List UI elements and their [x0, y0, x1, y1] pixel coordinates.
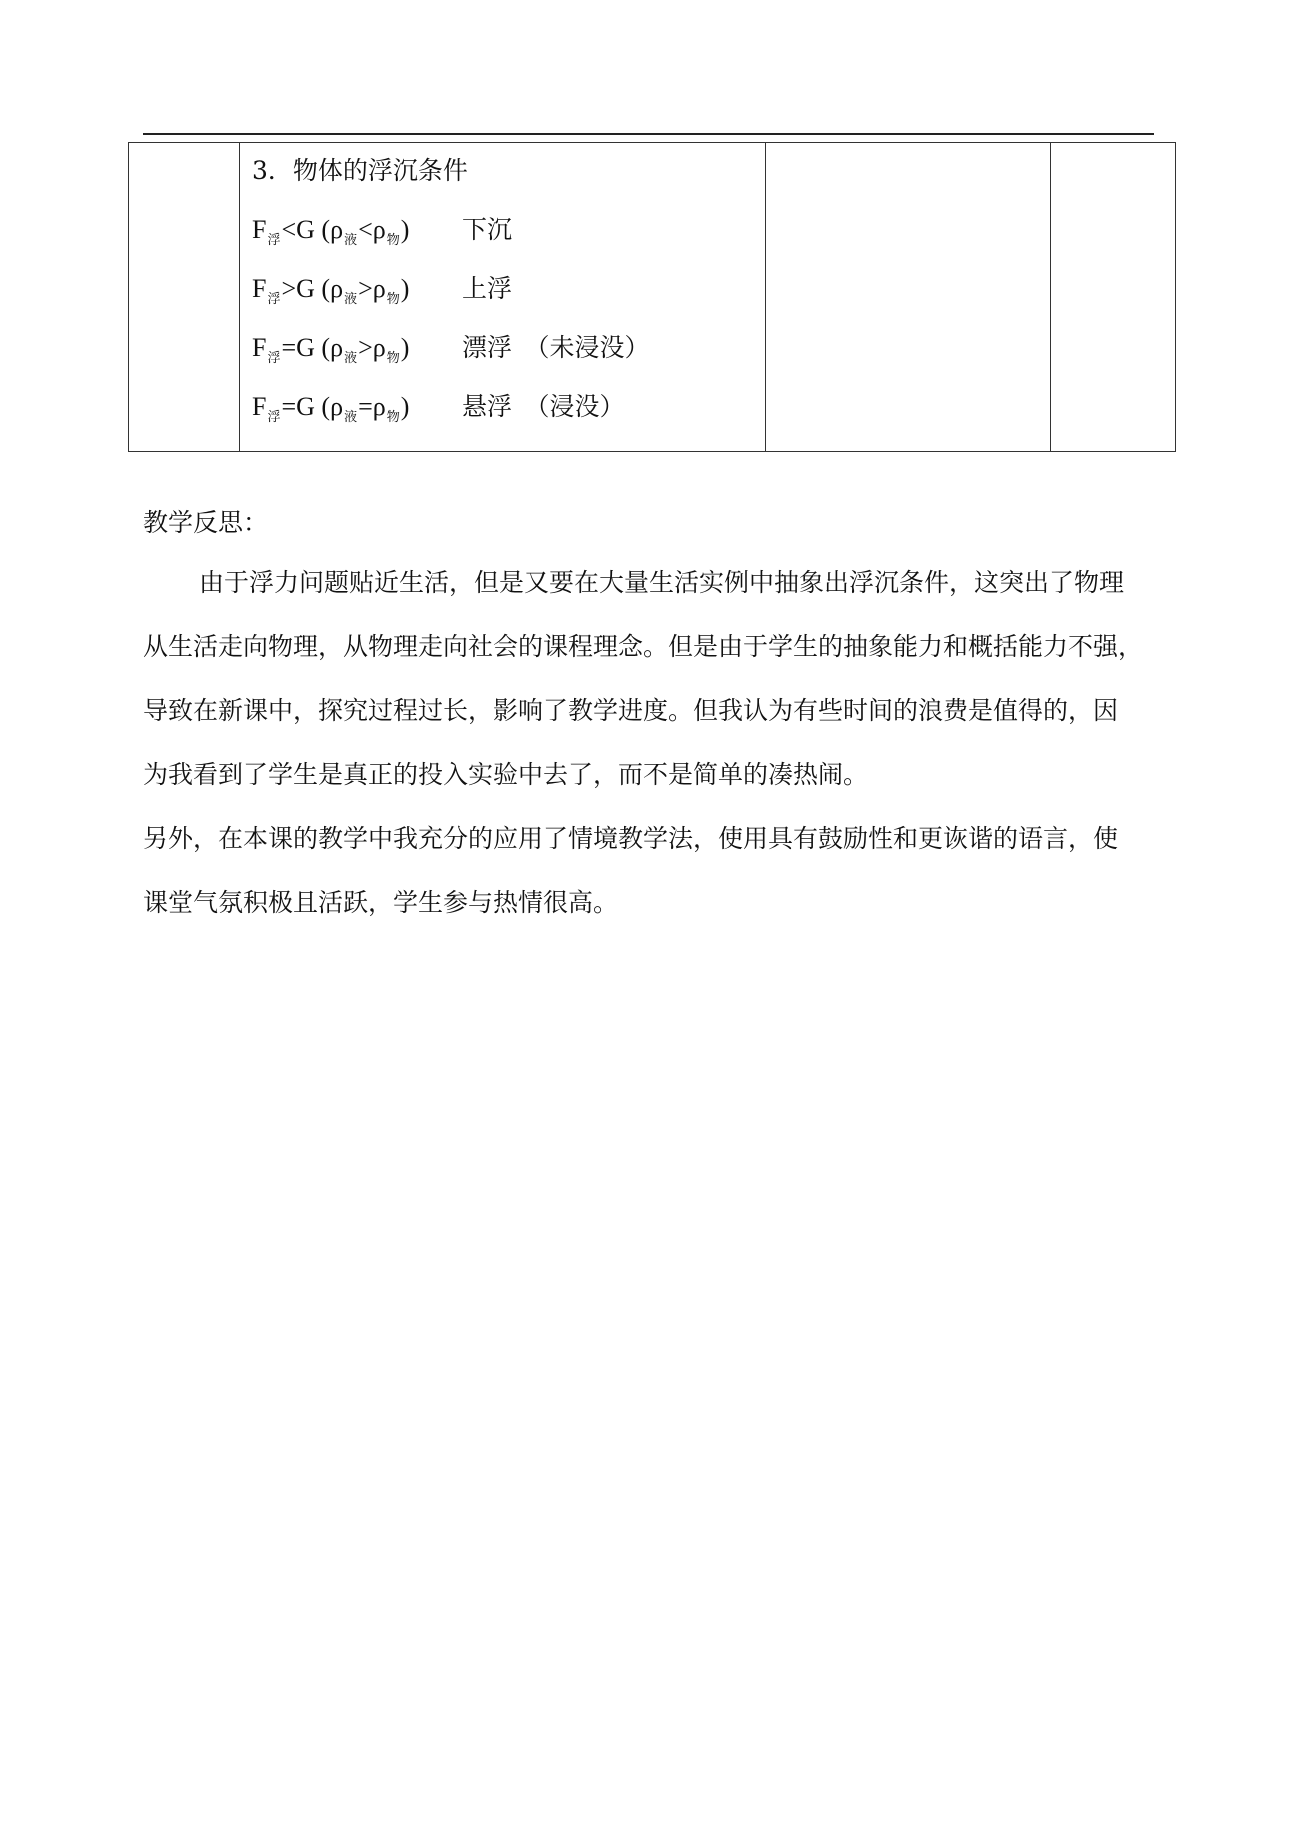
- table-cell-activity: [766, 143, 1051, 452]
- reflection-line: 由于浮力问题贴近生活，但是又要在大量生活实例中抽象出浮沉条件，这突出了物理: [199, 568, 1125, 597]
- condition-formula: $F_浮>G$ $(\rho_液>\rho_物)$: [252, 274, 410, 306]
- condition-result: 悬浮 （浸没）: [462, 392, 625, 421]
- condition-row-sink: [252, 215, 765, 274]
- condition-row-rise: [252, 274, 765, 333]
- condition-formula: $F_浮=G$ $(\rho_液=\rho_物)$: [252, 392, 410, 424]
- reflection-heading: 教学反思：: [143, 508, 269, 537]
- condition-result: 上浮: [462, 274, 513, 303]
- condition-formula: $F_浮=G$ $(\rho_液>\rho_物)$: [252, 333, 410, 365]
- table-row: [129, 143, 1176, 452]
- reflection-line: 另外，在本课的教学中我充分的应用了情境教学法，使用具有鼓励性和更诙谐的语言，使: [143, 824, 1119, 853]
- reflection-line: 课堂气氛积极且活跃，学生参与热情很高。: [143, 888, 619, 917]
- teaching-reflection: [143, 508, 1163, 952]
- reflection-line: 导致在新课中，探究过程过长，影响了教学进度。但我认为有些时间的浪费是值得的，因: [143, 696, 1119, 725]
- reflection-line: 为我看到了学生是真正的投入实验中去了，而不是简单的凑热闹。: [143, 760, 869, 789]
- condition-row-float: [252, 333, 765, 392]
- header-rule: [143, 133, 1154, 135]
- table-cell-stage: [129, 143, 240, 452]
- table-cell-notes: [1051, 143, 1176, 452]
- condition-formula: $F_浮<G$ $(\rho_液<\rho_物)$: [252, 215, 410, 247]
- condition-result: 漂浮 （未浸没）: [462, 333, 650, 362]
- lesson-table: [128, 142, 1176, 452]
- table-cell-content: [240, 143, 766, 452]
- condition-result: 下沉: [462, 215, 513, 244]
- reflection-line: 从生活走向物理，从物理走向社会的课程理念。但是由于学生的抽象能力和概括能力不强，: [143, 632, 1144, 661]
- section-title: 3．物体的浮沉条件: [252, 156, 468, 185]
- condition-row-suspend: [252, 392, 765, 451]
